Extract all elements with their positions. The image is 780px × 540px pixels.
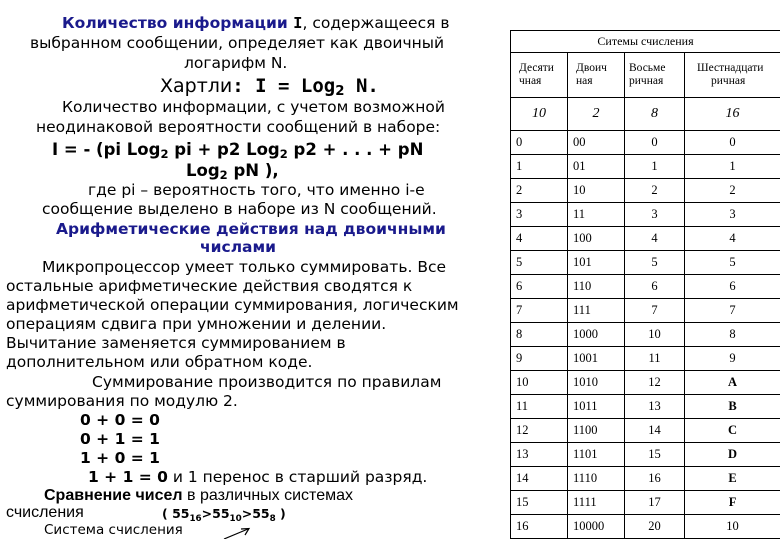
compare-heading-2: счисления [6,504,84,521]
cell-hex: 1 [685,155,780,179]
hartley-formula-a: : I = Log [232,75,336,97]
cell-decimal: 6 [511,275,568,299]
cell-hex: 9 [685,347,780,371]
cell-binary: 01 [568,155,625,179]
cell-octal: 7 [625,299,685,323]
f2a: Log [186,161,220,180]
cmp-s1: 16 [189,514,202,524]
table-row [511,203,780,227]
table-row [511,227,780,251]
cell-binary: 1110 [568,467,625,491]
compare-heading-bold: Сравнение чисел [44,487,183,504]
cell-hex: 10 [685,515,780,539]
header-decimal-1: Десяти [519,62,554,74]
cell-octal: 15 [625,443,685,467]
cell-decimal: 14 [511,467,568,491]
cell-decimal: 12 [511,419,568,443]
shannon-formula-line2 [186,160,279,181]
cell-octal: 11 [625,347,685,371]
cell-binary: 1111 [568,491,625,515]
p3-line1: где pi – вероятность того, что именно i-е [88,181,425,199]
header-hex-1: Шестнадцати [697,62,764,74]
cell-octal: 17 [625,491,685,515]
cell-octal: 10 [625,323,685,347]
cell-binary: 1101 [568,443,625,467]
cell-hex: 3 [685,203,780,227]
cell-hex: 8 [685,323,780,347]
base-octal: 8 [625,98,685,131]
cell-hex: 2 [685,179,780,203]
base-decimal: 10 [511,98,568,131]
f1-sub1: 2 [160,147,169,161]
header-octal-2: ричная [629,75,664,87]
f1a: I = - (pi Log [52,140,161,159]
f1-sub2: 2 [279,147,288,161]
cell-octal: 5 [625,251,685,275]
p5-line1: Суммирование производится по правилам [92,373,442,391]
compare-heading [44,486,353,505]
cell-binary: 1000 [568,323,625,347]
cell-octal: 4 [625,227,685,251]
hartley-sub: 2 [335,84,345,99]
p2-line1: Количество информации, с учетом возможной [62,98,445,116]
term-information-amount: Количество информации [62,14,294,32]
rule-1-1 [88,468,427,487]
table-row [511,371,780,395]
arrow-icon [222,527,252,539]
header-binary-2: ная [576,75,593,87]
cell-octal: 3 [625,203,685,227]
cmp-d: ) [275,506,286,521]
cell-hex: F [685,491,780,515]
p2-line2: неодинаковой вероятности сообщений в наборе: [36,118,441,136]
f2-sub: 2 [219,168,228,182]
cell-binary: 1100 [568,419,625,443]
p1-line2: выбранном сообщении, определяет как двоичный [30,34,445,52]
p4-line6: дополнительном или обратном коде. [6,353,313,371]
cell-hex: 5 [685,251,780,275]
table-row [511,419,780,443]
cell-decimal: 5 [511,251,568,275]
header-binary-1: Двоич [576,62,607,74]
cell-hex: 4 [685,227,780,251]
cell-binary: 10000 [568,515,625,539]
cell-octal: 0 [625,131,685,155]
table-body [511,131,780,539]
cell-hex: C [685,419,780,443]
table-row [511,275,780,299]
cell-decimal: 11 [511,395,568,419]
table-row [511,299,780,323]
table-row [511,251,780,275]
p1-line1 [62,14,449,33]
header-decimal [511,53,568,98]
rule-1-0: 1 + 0 = 1 [80,449,160,467]
cell-hex: D [685,443,780,467]
cell-decimal: 2 [511,179,568,203]
cell-decimal: 4 [511,227,568,251]
cell-decimal: 1 [511,155,568,179]
cell-binary: 110 [568,275,625,299]
table-row [511,347,780,371]
cell-hex: 0 [685,131,780,155]
cell-decimal: 15 [511,491,568,515]
hartley-formula-b: N. [344,75,379,97]
cmp-a: ( 55 [162,506,190,521]
rule-1-1-note: и 1 перенос в старший разряд. [167,468,428,486]
compare-heading-rest: в различных системах [182,487,353,504]
table-row [511,491,780,515]
cell-octal: 16 [625,467,685,491]
cmp-s3: 8 [269,514,276,524]
heading-binary-arithmetic-2: числами [200,238,277,256]
p1-line3: логарифм N. [184,54,288,72]
cmp-s2: 10 [229,514,242,524]
cell-decimal: 3 [511,203,568,227]
cell-octal: 14 [625,419,685,443]
cell-hex: E [685,467,780,491]
cell-binary: 100 [568,227,625,251]
cell-decimal: 7 [511,299,568,323]
header-binary [568,53,625,98]
p4-line3: арифметической операции суммирования, логическим [6,296,459,314]
cell-binary: 11 [568,203,625,227]
table-row [511,131,780,155]
table-row [511,515,780,539]
cell-binary: 1011 [568,395,625,419]
cell-hex: B [685,395,780,419]
header-hex-2: ричная [711,75,746,87]
cell-hex: 6 [685,275,780,299]
cell-decimal: 8 [511,323,568,347]
table-row [511,323,780,347]
cell-binary: 00 [568,131,625,155]
cell-octal: 2 [625,179,685,203]
table-row [511,395,780,419]
cell-hex: A [685,371,780,395]
cell-binary: 1001 [568,347,625,371]
p4-line4: операциям сдвига при умножении и делении. [6,315,387,333]
cell-octal: 12 [625,371,685,395]
bottom-label: Система счисления [44,522,183,538]
base-hex: 16 [685,98,780,131]
rule-0-1: 0 + 1 = 1 [80,430,160,448]
p4-line5: Вычитание заменяется суммированием в [6,334,346,352]
hartley-formula [160,74,379,98]
base-binary: 2 [568,98,625,131]
cell-octal: 1 [625,155,685,179]
cell-binary: 10 [568,179,625,203]
header-hex [685,53,780,98]
shannon-formula-line1 [52,139,423,160]
header-decimal-2: чная [519,75,542,87]
cell-decimal: 9 [511,347,568,371]
hartley-label: Хартли [160,75,233,97]
table-row [511,467,780,491]
cell-octal: 13 [625,395,685,419]
cell-decimal: 10 [511,371,568,395]
rule-0-0: 0 + 0 = 0 [80,411,160,429]
p1-line1-rest: , содержащееся в [302,14,450,32]
cell-hex: 7 [685,299,780,323]
p3-line2: сообщение выделено в наборе из N сообщений. [42,200,437,218]
p5-line2: суммирования по модулю 2. [6,392,238,410]
cmp-b: >55 [201,506,230,521]
table-row [511,155,780,179]
cell-octal: 20 [625,515,685,539]
table-base-row [511,98,780,131]
symbol-I: I [293,14,303,32]
cell-binary: 111 [568,299,625,323]
table-header-row [511,53,780,98]
f1c: p2 + . . . + pN [287,140,424,159]
header-octal-1: Восьме [629,62,666,74]
cell-decimal: 0 [511,131,568,155]
table-row [511,179,780,203]
table-title: Ситемы счисления [511,31,780,53]
p4-line1: Микропроцессор умеет только суммировать. Все [42,258,447,276]
table-row [511,443,780,467]
f2b: pN ), [227,161,279,180]
cell-decimal: 16 [511,515,568,539]
number-systems-table [510,30,780,539]
table-title-row [511,31,780,53]
compare-example [162,505,286,522]
p4-line2: остальные арифметические действия сводятся к [6,277,413,295]
header-octal [625,53,685,98]
rule-1-1-expr: 1 + 1 = 0 [88,468,168,486]
cell-binary: 1010 [568,371,625,395]
heading-binary-arithmetic: Арифметические действия над двоичными [56,220,446,238]
cell-octal: 6 [625,275,685,299]
cmp-c: >55 [241,506,270,521]
f1b: pi + p2 Log [168,140,280,159]
cell-binary: 101 [568,251,625,275]
cell-decimal: 13 [511,443,568,467]
